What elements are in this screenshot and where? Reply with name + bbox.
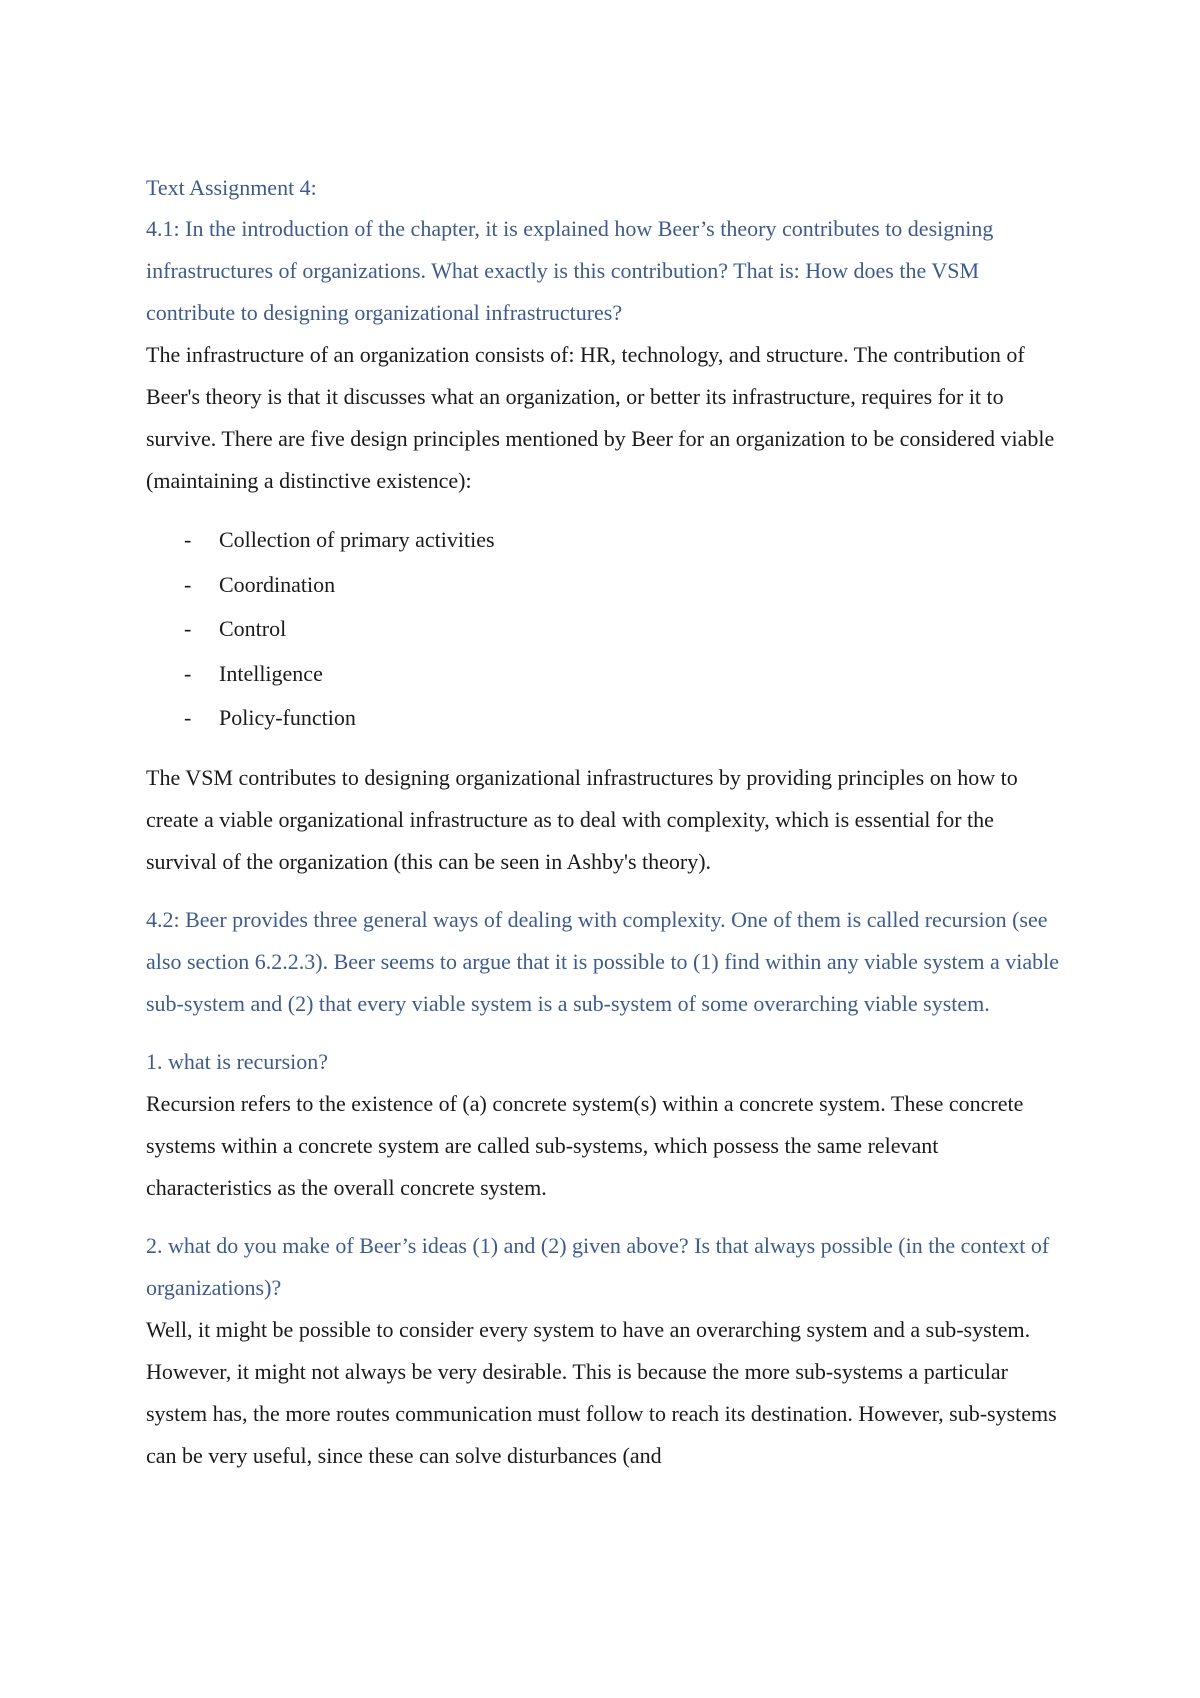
list-item-label: Collection of primary activities — [219, 527, 495, 552]
question-4-2: 4.2: Beer provides three general ways of dealing with complexity. One of them is called recursion (see also section 6.2.2.3). Beer seems to argue that it is possible to (1) find within any viable system a viable sub-system and (2) that every viable system is a sub-system of some overarching viable system. — [146, 906, 1060, 1016]
list-item — [146, 607, 1066, 652]
list-item-label: Intelligence — [219, 660, 323, 686]
design-principles-list — [146, 518, 1066, 741]
question-4-1: 4.1: In the introduction of the chapter, it is explained how Beer’s theory contributes to designing infrastructures of organizations. What exactly is this contribution? That is: How does the VSM contribute to designing organizational infrastructures? — [146, 216, 994, 325]
sub-answer-2: Well, it might be possible to consider every system to have an overarching system and a sub-system. However, it might not always be very desirable. This is because the more sub-systems a particular system has, the more routes communication must follow to reach its destination. However, sub-systems can be very useful, since these can solve disturbances (and — [146, 1316, 1057, 1468]
bullet-dash: - — [184, 571, 192, 597]
bullet-dash: - — [184, 705, 192, 730]
list-item-label: Policy-function — [219, 705, 356, 730]
list-item — [146, 518, 1066, 563]
answer-4-1-conclusion: The VSM contributes to designing organizational infrastructures by providing principles on how to create a viable organizational infrastructure as to deal with complexity, which is essential for the survival of the organization (this can be seen in Ashby's theory). — [146, 764, 1018, 874]
list-item-label: Coordination — [219, 571, 336, 597]
sub-answer-1: Recursion refers to the existence of (a) concrete system(s) within a concrete system. These concrete systems within a concrete system are called sub-systems, which possess the same relevant characteristics as the overall concrete system. — [146, 1090, 1024, 1200]
sub-question-2: 2. what do you make of Beer’s ideas (1) and (2) given above? Is that always possible (in the context of organizations)? — [146, 1232, 1050, 1300]
assignment-title: Text Assignment 4: — [146, 175, 317, 200]
bullet-dash: - — [184, 660, 192, 686]
list-item-label: Control — [219, 616, 287, 641]
document-body — [146, 168, 1066, 1477]
bullet-dash: - — [184, 527, 192, 552]
list-item — [146, 696, 1066, 741]
sub-question-1: 1. what is recursion? — [146, 1048, 329, 1074]
list-item — [146, 652, 1066, 697]
bullet-dash: - — [184, 616, 192, 641]
list-item — [146, 563, 1066, 608]
answer-4-1-intro: The infrastructure of an organization consists of: HR, technology, and structure. The contribution of Beer's theory is that it discusses what an organization, or better its infrastructure, requires for it to survive. There are five design principles mentioned by Beer for an organization to be considered viable (maintaining a distinctive existence): — [146, 342, 1055, 493]
